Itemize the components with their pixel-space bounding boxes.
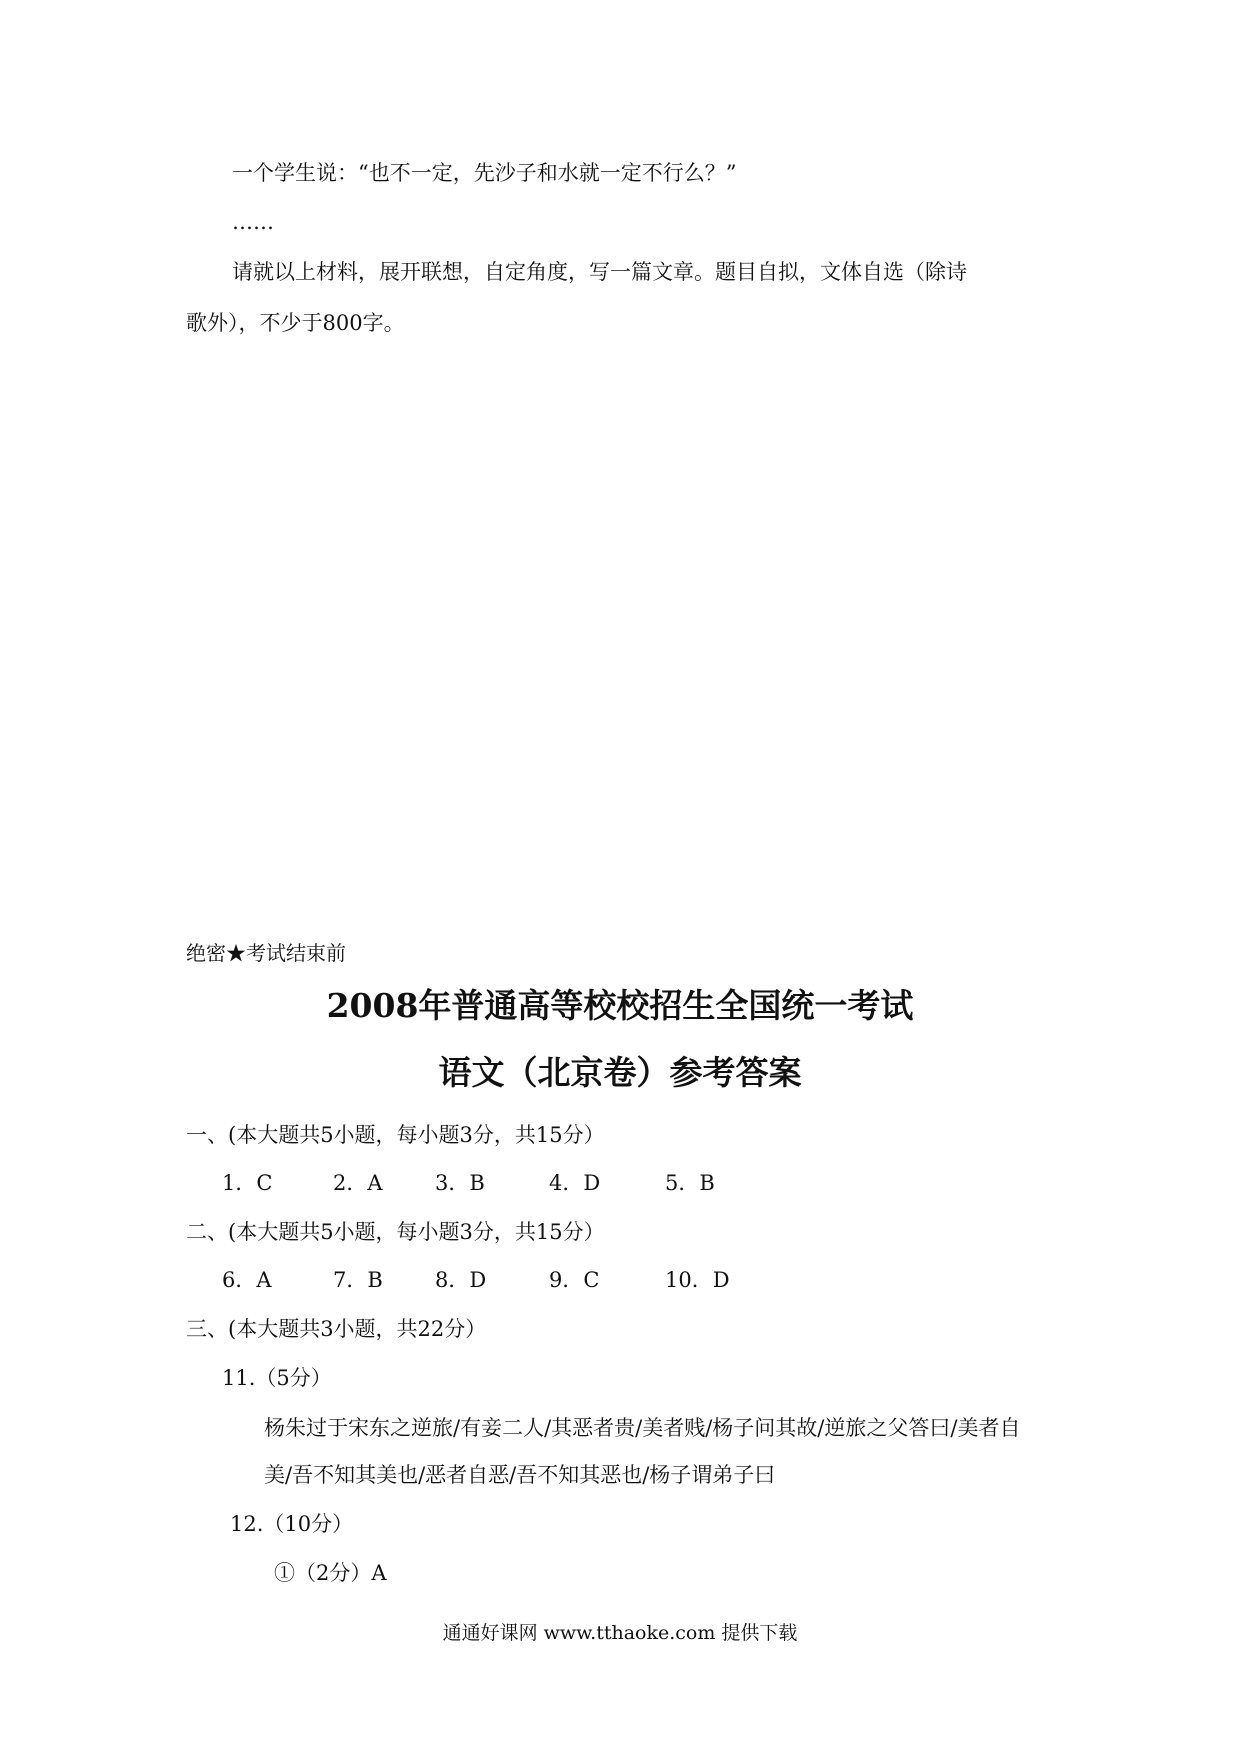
answer-item: 4．D: [549, 1171, 601, 1195]
section2-heading: 二、(本大题共5小题，每小题3分，共15分）: [186, 1220, 605, 1244]
essay-quote: 一个学生说：“也不一定，先沙子和水就一定不行么？”: [232, 161, 737, 185]
question-11-label: 11.（5分）: [222, 1366, 332, 1390]
section3-heading: 三、(本大题共3小题，共22分）: [186, 1317, 487, 1341]
question-11-answer-line1: 杨朱过于宋东之逆旅/有妾二人/其恶者贵/美者贱/杨子问其故/逆旅之父答曰/美者自: [264, 1416, 1021, 1440]
answer-item: 8．D: [435, 1268, 487, 1292]
answer-item: 5．B: [665, 1171, 715, 1195]
question-12-label: 12.（10分）: [230, 1512, 354, 1536]
answer-item: 7．B: [333, 1268, 383, 1292]
page-title: 2008年普通高等校校招生全国统一考试: [326, 986, 914, 1025]
section1-heading: 一、(本大题共5小题，每小题3分，共15分）: [186, 1123, 605, 1147]
answer-item: 1．C: [222, 1171, 273, 1195]
answer-item: 3．B: [435, 1171, 485, 1195]
answer-item: 2．A: [333, 1171, 383, 1195]
question-11-answer-line2: 美/吾不知其美也/恶者自恶/吾不知其恶也/杨子谓弟子曰: [264, 1463, 776, 1487]
essay-prompt-line2: 歌外），不少于800字。: [186, 311, 405, 335]
answer-item: 6．A: [222, 1268, 272, 1292]
confidential-label: 绝密★考试结束前: [186, 941, 346, 965]
essay-prompt-line1: 请就以上材料，展开联想，自定角度，写一篇文章。题目自拟，文体自选（除诗: [232, 260, 967, 284]
page-subtitle: 语文（北京卷）参考答案: [438, 1053, 802, 1092]
page-footer: 通通好课网 www.tthaoke.com 提供下载: [442, 1622, 798, 1644]
essay-ellipsis: ……: [232, 210, 274, 234]
answer-item: 10．D: [665, 1268, 730, 1292]
answer-item: 9．C: [549, 1268, 600, 1292]
question-12-sub1: ①（2分）A: [274, 1561, 387, 1585]
